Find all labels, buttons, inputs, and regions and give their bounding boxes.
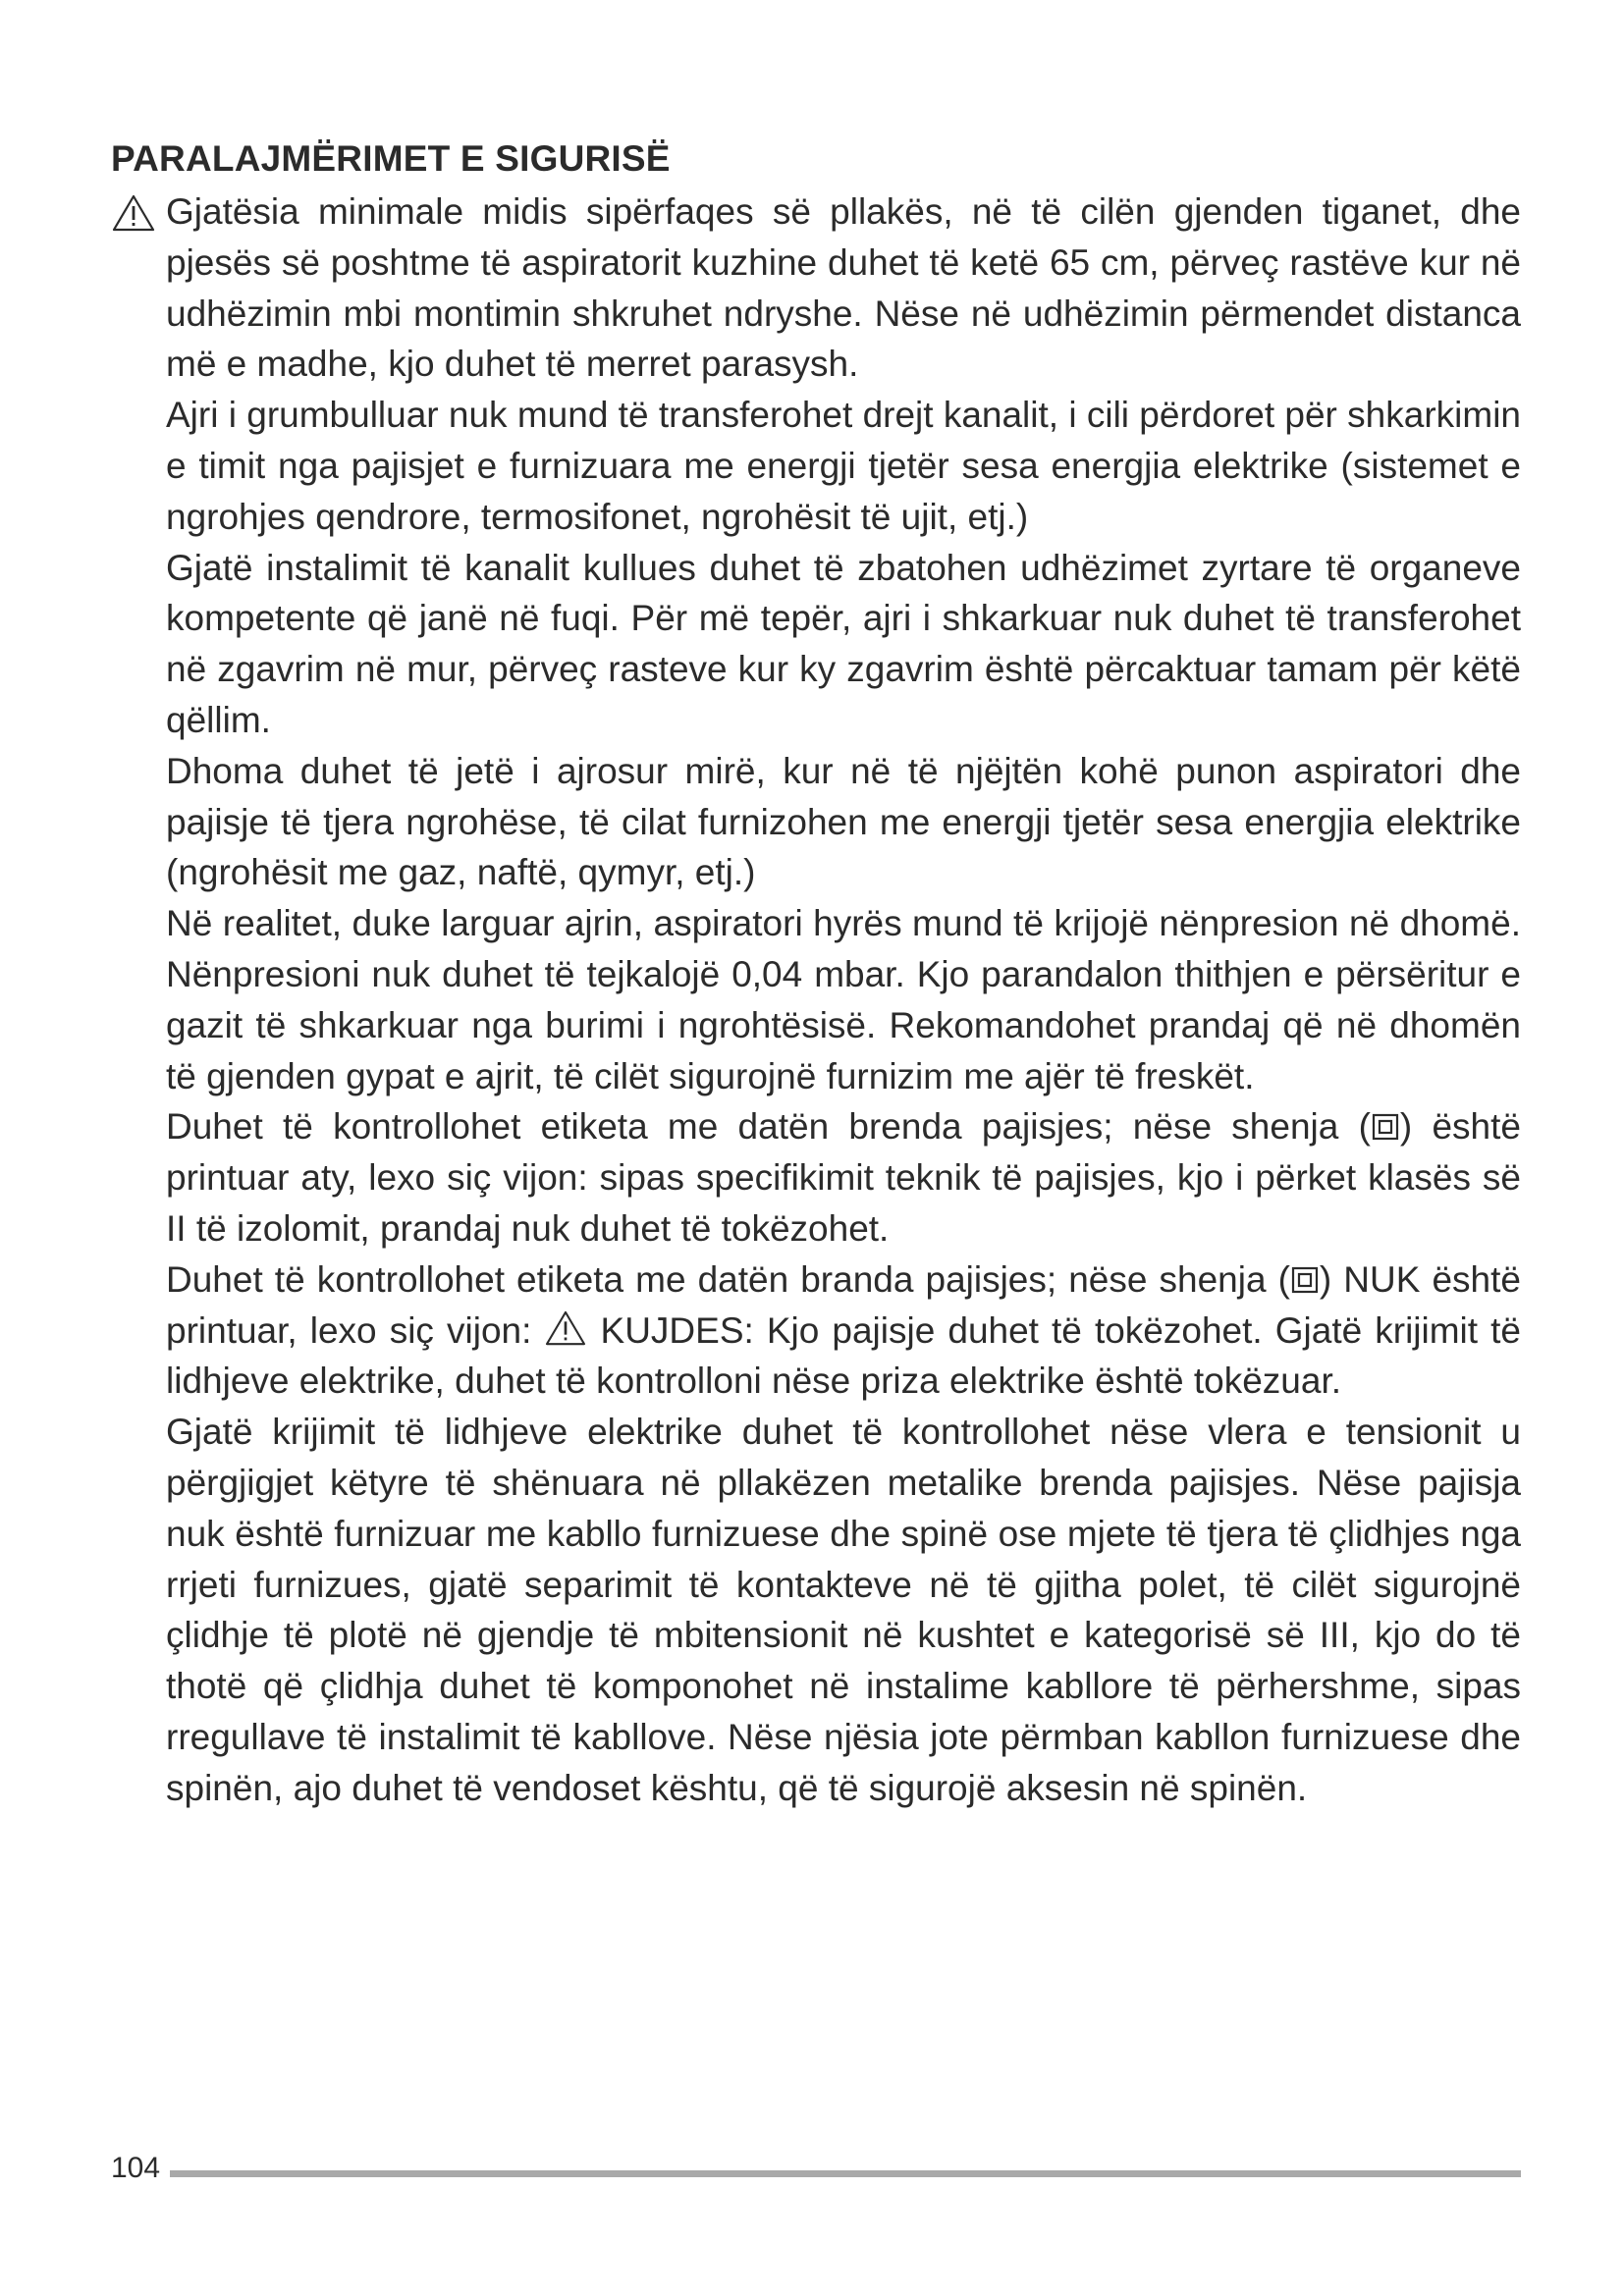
paragraph-text: ) është printuar aty, lexo siç vijon: sipas specifikimit teknik të pajisjes, kjo i përket klasës së II të izolomit, prandaj nuk duhet të tokëzohet. bbox=[166, 1106, 1521, 1249]
footer-divider bbox=[170, 2170, 1521, 2177]
paragraph-text: Gjatë krijimit të lidhjeve elektrike duhet të kontrollohet nëse vlera e tensionit u përgjigjet këtyre të shënuara në pllakëzen metalike brenda pajisjes. Nëse pajisja nuk është furnizuar me kabllo furnizuese dhe spinë ose mjete të tjera të çlidhjes nga rrjeti furnizues, gjatë separimit të kontakteve në të gjitha polet, të cilët sigurojnë çlidhje të plotë në gjendje të mbitensionit në kushtet e kategorisë së III, kjo do të thotë që çlidhja duhet të komponohet në instalime kabllore të përhershme, sipas rregullave të instalimit të kabllove. Nëse njësia jote përmban kabllon furnizuese dhe spinën, ajo duhet të vendoset kështu, që të sigurojë aksesin në spinën. bbox=[166, 1412, 1521, 1808]
page-number: 104 bbox=[111, 2152, 161, 2184]
paragraph-duct-installation bbox=[111, 543, 1521, 746]
warning-triangle-icon bbox=[544, 1309, 587, 1347]
double-insulation-class-ii-icon bbox=[1371, 1112, 1400, 1142]
paragraph-text: Duhet të kontrollohet etiketa me datën branda pajisjes; nëse shenja ( bbox=[166, 1258, 1290, 1300]
paragraph-class-ii-label bbox=[111, 1101, 1521, 1254]
page-footer bbox=[111, 2149, 1521, 2188]
paragraph-electrical-connection bbox=[111, 1407, 1521, 1813]
paragraph-text: Gjatë instalimit të kanalit kullues duhet të zbatohen udhëzimet zyrtare të organeve kompetente që janë në fuqi. Për më tepër, ajri i shkarkuar nuk duhet të transferohet në zgavrim në mur, përveç rasteve kur ky zgavrim është përcaktuar tamam për këtë qëllim. bbox=[166, 547, 1521, 740]
document-page bbox=[111, 135, 1521, 1814]
paragraph-negative-pressure bbox=[111, 898, 1521, 1101]
paragraph-text: ) NUK është printuar, lexo siç vijon: bbox=[166, 1258, 1521, 1351]
section-heading: PARALAJMËRIMET E SIGURISË bbox=[111, 138, 671, 179]
warning-triangle-icon bbox=[111, 193, 156, 233]
paragraph-minimum-distance bbox=[111, 187, 1521, 390]
paragraph-text: Dhoma duhet të jetë i ajrosur mirë, kur në të njëjtën kohë punon aspiratori dhe pajisje të tjera ngrohëse, të cilat furnizohen me energji tjetër sesa energjia elektrike (ngrohësit me gaz, naftë, qymyr, etj.) bbox=[166, 750, 1521, 893]
paragraph-text: Në realitet, duke larguar ajrin, aspiratori hyrës mund të krijojë nënpresion në dhomë. Nënpresioni nuk duhet të tejkalojë 0,04 mbar. Kjo parandalon thithjen e përsëritur e gazit të shkarkuar nga burimi i ngrohtësisë. Rekomandohet prandaj që në dhomën të gjenden gypat e ajrit, të cilët sigurojnë furnizim me ajër të freskët. bbox=[166, 903, 1521, 1096]
paragraph-text: Gjatësia minimale midis sipërfaqes së pllakës, në të cilën gjenden tiganet, dhe pjesës së poshtme të aspiratorit kuzhine duhet të ketë 65 cm, përveç rastëve kur në udhëzimin mbi montimin shkruhet ndryshe. Nëse në udhëzimin përmendet distanca më e madhe, kjo duhet të merret parasysh. bbox=[166, 191, 1521, 385]
paragraph-text: Duhet të kontrollohet etiketa me datën brenda pajisjes; nëse shenja ( bbox=[166, 1106, 1371, 1148]
double-insulation-class-ii-icon bbox=[1290, 1265, 1320, 1295]
paragraph-room-ventilation bbox=[111, 746, 1521, 898]
paragraph-grounding bbox=[111, 1255, 1521, 1407]
paragraph-exhaust-channel bbox=[111, 390, 1521, 542]
paragraph-text: Ajri i grumbulluar nuk mund të transferohet drejt kanalit, i cili përdoret për shkarkimin e timit nga pajisjet e furnizuara me energji tjetër sesa energjia elektrike (sistemet e ngrohjes qendrore, termosifonet, ngrohësit të ujit, etj.) bbox=[166, 395, 1521, 537]
paragraph-text: KUJDES: Kjo pajisje duhet të tokëzohet. Gjatë krijimit të lidhjeve elektrike, duhet të kontrolloni nëse priza elektrike është tokëzuar. bbox=[166, 1309, 1521, 1402]
